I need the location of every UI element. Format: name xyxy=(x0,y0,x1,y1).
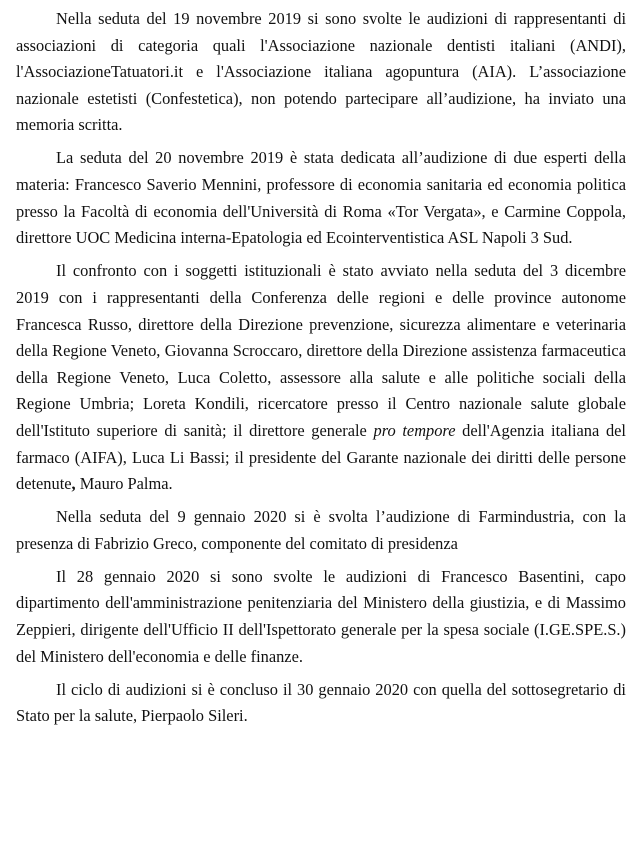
paragraph-text-segment: Mauro Palma. xyxy=(75,474,173,494)
paragraph-audizioni-19-novembre: Nella seduta del 19 novembre 2019 si sono svolte le audizioni di rappresentanti di associazioni di categoria quali l'Associazione nazionale dentisti italiani (ANDI), l'AssociazioneTatuatori.it e l'Associazione italiana agopuntura (AIA). L’associazione nazionale estetisti (Confestetica), non potendo partecipare all’audizione, ha inviato una memoria scritta. xyxy=(16,9,626,135)
italic-term: pro tempore xyxy=(373,420,456,440)
paragraph-audizioni-20-novembre: La seduta del 20 novembre 2019 è stata dedicata all’audizione di due esperti della materia: Francesco Saverio Mennini, professore di economia sanitaria ed economia politica presso la Facoltà di economia dell'Università di Roma «Tor Vergata», e Carmine Coppola, direttore UOC Medicina interna-Epatologia ed Ecointerventistica ASL Napoli 3 Sud. xyxy=(16,148,626,248)
paragraph-text-segment: dell'Agenzia italiana del farmaco (AIFA), Luca Li Bassi; il presidente del Garante nazionale dei diritti delle persone detenute xyxy=(16,420,626,494)
document-page xyxy=(16,6,626,736)
bold-comma: , xyxy=(71,474,76,494)
paragraph-text-segment: Il confronto con i soggetti istituzionali è stato avviato nella seduta del 3 dicembre 2019 con i rappresentanti della Conferenza delle regioni e delle province autonome Francesca Russo, direttore della Direzione prevenzione, sicurezza alimentare e veterinaria della Regione Veneto, Giovanna Scroccaro, direttore della Direzione assistenza farmaceutica della Regione Veneto, Luca Coletto, assessore alla salute e alle politiche sociali della Regione Umbria; Loreta Kondili, ricercatore presso il Centro nazionale salute globale dell'Istituto superiore di sanità; il direttore generale xyxy=(16,261,626,440)
paragraph-audizioni-3-dicembre xyxy=(16,258,626,497)
paragraph-audizioni-9-gennaio: Nella seduta del 9 gennaio 2020 si è svolta l’audizione di Farmindustria, con la presenza di Fabrizio Greco, componente del comitato di presidenza xyxy=(16,507,626,553)
paragraph-audizioni-28-gennaio: Il 28 gennaio 2020 si sono svolte le audizioni di Francesco Basentini, capo dipartimento dell'amministrazione penitenziaria del Ministero della giustizia, e di Massimo Zeppieri, dirigente dell'Ufficio II dell'Ispettorato generale per la spesa sociale (I.GE.SPE.S.) del Ministero dell'economia e delle finanze. xyxy=(16,566,626,666)
paragraph-audizioni-30-gennaio: Il ciclo di audizioni si è concluso il 30 gennaio 2020 con quella del sottosegretario di Stato per la salute, Pierpaolo Sileri. xyxy=(16,679,626,726)
